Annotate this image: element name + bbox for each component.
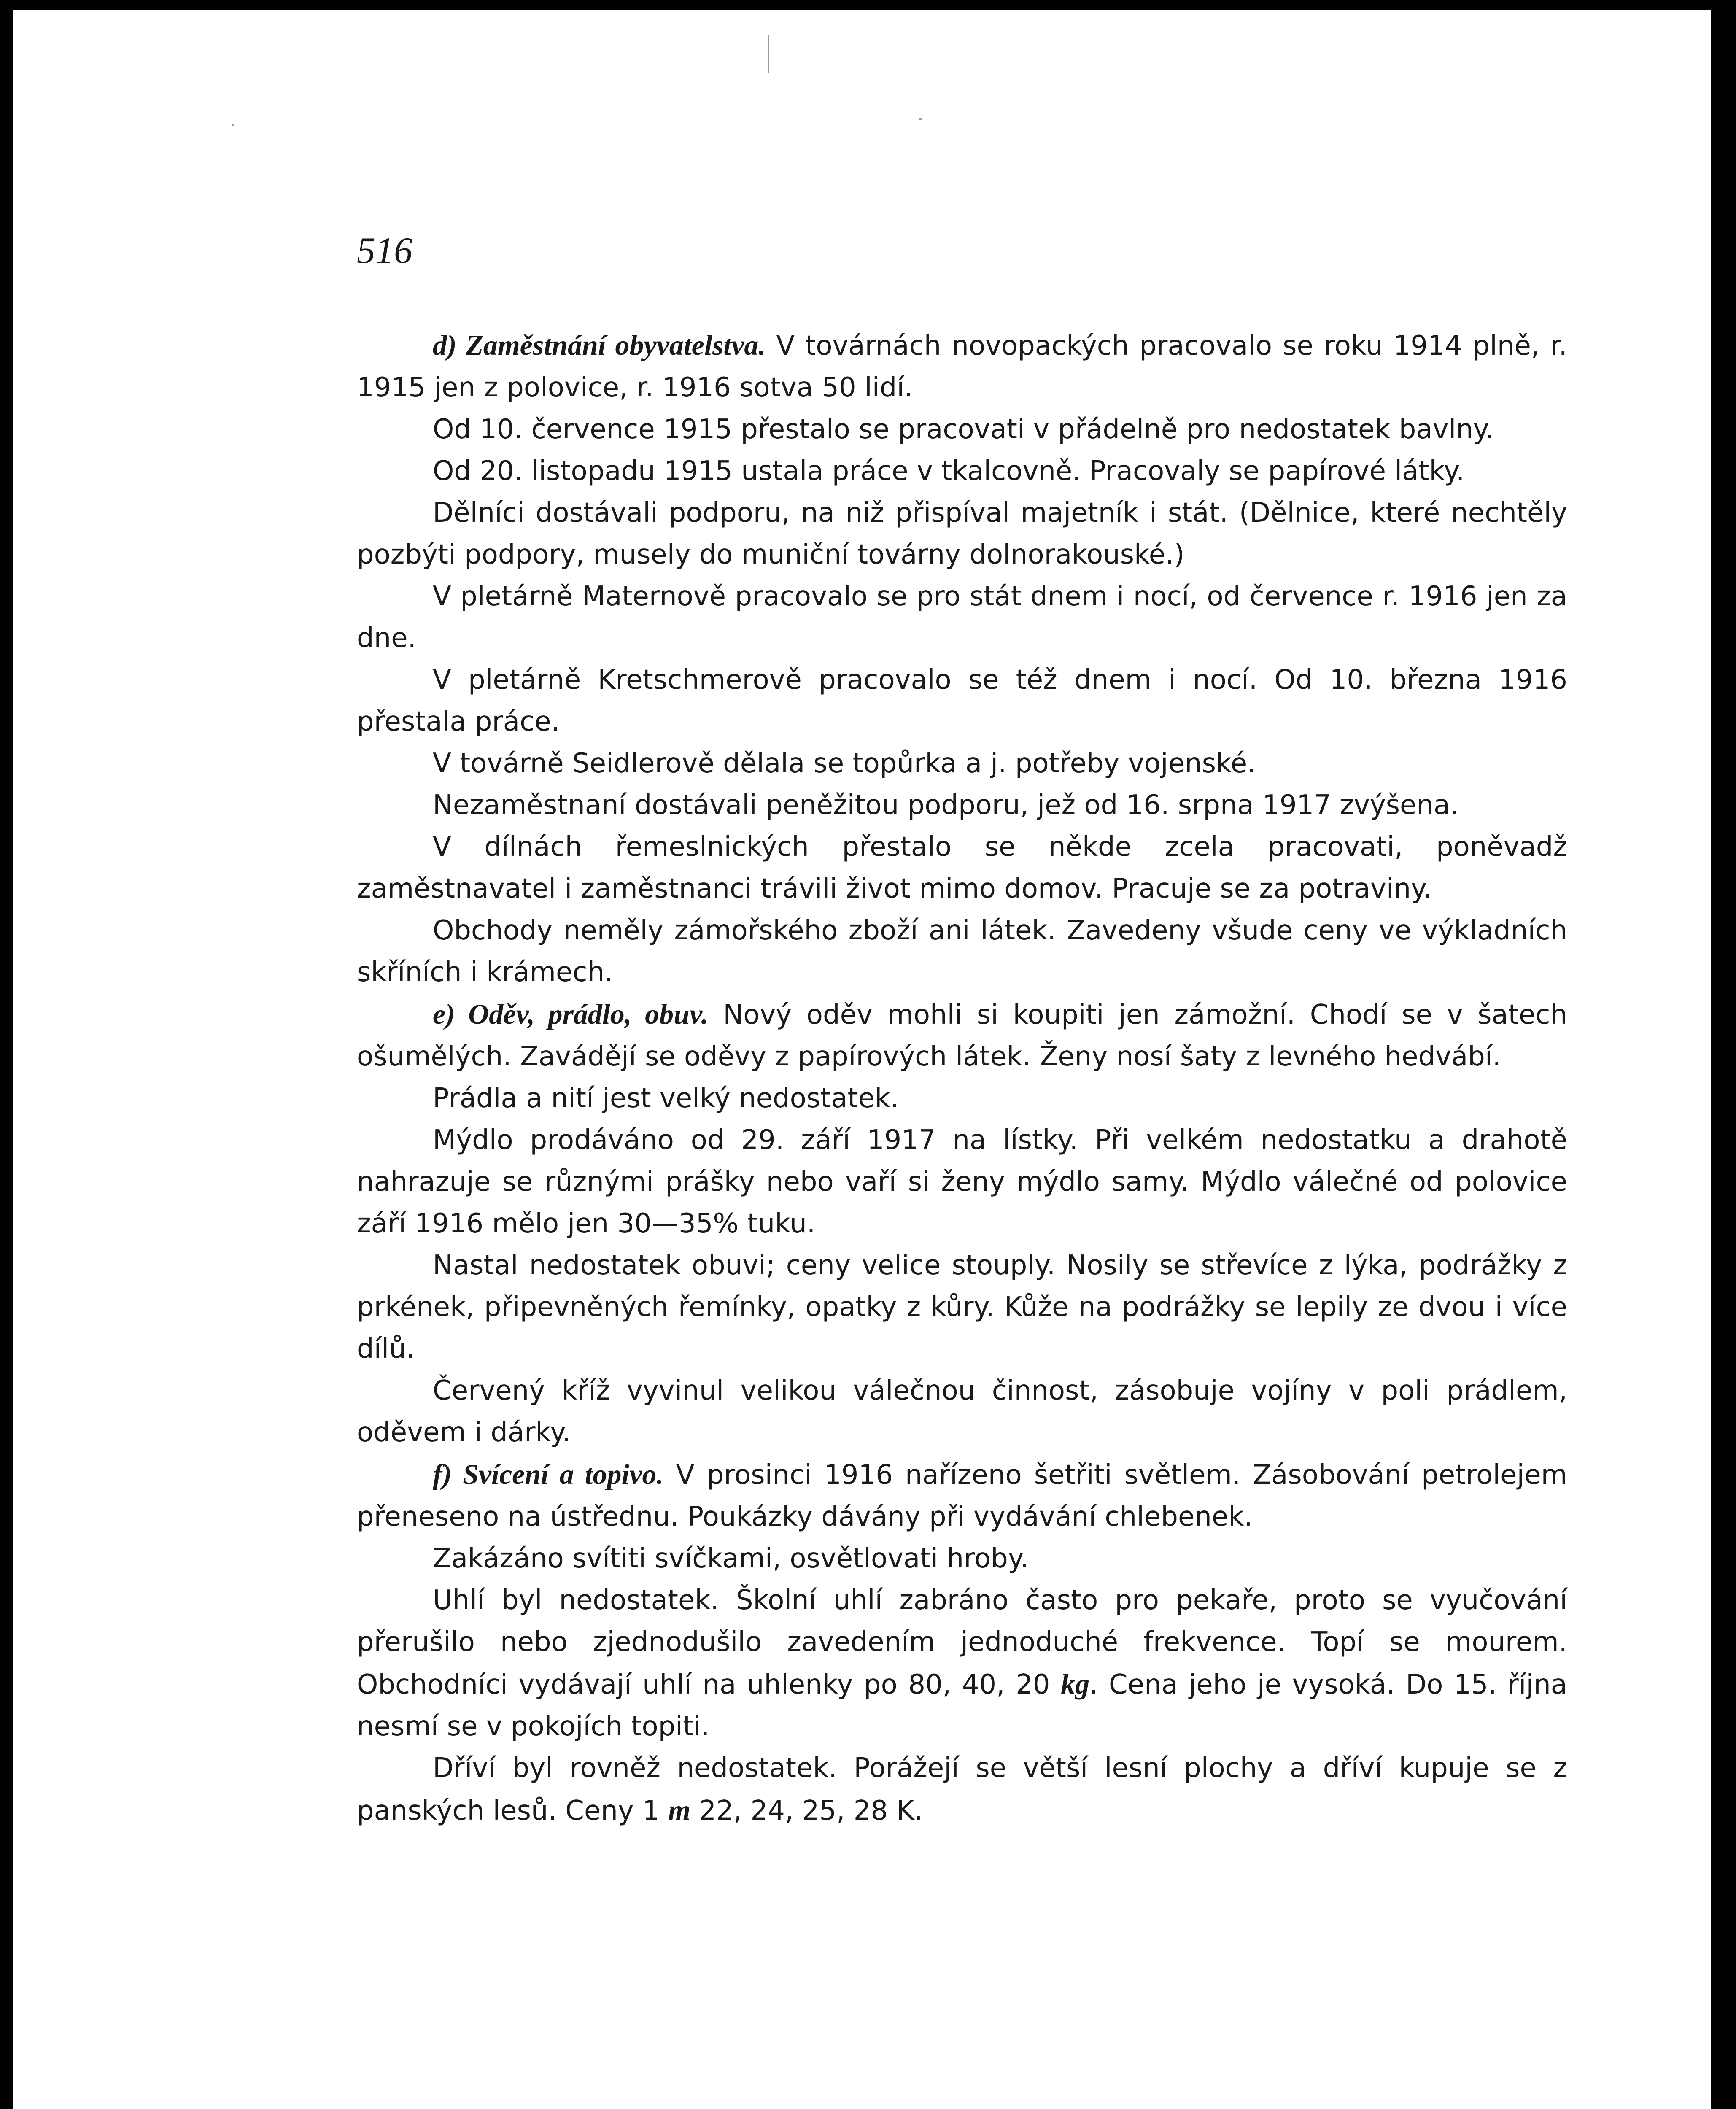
paragraph — [357, 910, 1567, 993]
paragraph — [357, 1370, 1567, 1454]
paragraph-text: Nový oděv mohli si koupiti jen zámožní. Chodí se v šatech ošumělých. Zavádějí se oděvy z papírových látek. Ženy nosí šaty z levného hedvábí. — [357, 999, 1568, 1072]
paragraph-text: 22, 24, 25, 28 K. — [690, 1795, 923, 1826]
paragraph — [357, 409, 1567, 450]
paragraph-text: V pletárně Maternově pracovalo se pro stát dnem i nocí, od července r. 1916 jen za dne. — [357, 581, 1567, 654]
paragraph-text: Dříví byl rovněž nedostatek. Porážejí se větší lesní plochy a dříví kupuje se z panských lesů. Ceny 1 — [357, 1753, 1567, 1826]
scan-artifact — [919, 118, 922, 120]
paragraph-text: Zakázáno svítiti svíčkami, osvětlovati hroby. — [433, 1543, 1029, 1574]
paragraph-text: V pletárně Kretschmerově pracovalo se též dnem i nocí. Od 10. března 1916 přestala práce. — [357, 664, 1567, 737]
paragraph — [357, 1245, 1567, 1370]
paragraph — [357, 1748, 1567, 1832]
paragraph — [357, 1119, 1567, 1245]
body-text — [357, 324, 1567, 1832]
paragraph-text: Nezaměstnaní dostávali peněžitou podporu, jež od 16. srpna 1917 zvýšena. — [433, 790, 1459, 821]
paragraph — [357, 324, 1567, 409]
paragraph-text: Obchody neměly zámořského zboží ani látek. Zavedeny všude ceny ve výkladních skříních i krámech. — [357, 915, 1567, 988]
paragraph-text: V továrnách novopackých pracovalo se roku 1914 plně, r. 1915 jen z polovice, r. 1916 sotva 50 lidí. — [357, 330, 1568, 403]
paragraph-text: Nastal nedostatek obuvi; ceny velice stouply. Nosily se střevíce z lýka, podrážky z prkének, připevněných řemínky, opatky z kůry. Kůže na podrážky se lepily ze dvou i více dílů. — [357, 1250, 1567, 1365]
paragraph — [357, 1454, 1567, 1538]
paragraph — [357, 826, 1567, 910]
unit-kg: kg — [1061, 1668, 1090, 1700]
paragraph-text: Od 20. listopadu 1915 ustala práce v tkalcovně. Pracovaly se papírové látky. — [433, 456, 1465, 487]
paragraph — [357, 1078, 1567, 1119]
paragraph-text: Červený kříž vyvinul velikou válečnou činnost, zásobuje vojíny v poli prádlem, oděvem i dárky. — [357, 1375, 1567, 1448]
paragraph — [357, 1538, 1567, 1580]
paragraph — [357, 785, 1567, 826]
scan-artifact — [768, 35, 769, 73]
book-page — [13, 10, 1711, 2109]
paragraph-text: Prádla a nití jest velký nedostatek. — [433, 1083, 899, 1114]
paragraph-text: . Cena jeho je vysoká. Do 15. října nesmí se v pokojích topiti. — [357, 1669, 1568, 1742]
paragraph-text: V továrně Seidlerově dělala se topůrka a j. potřeby vojenské. — [433, 748, 1256, 779]
paragraph-text: Dělníci dostávali podporu, na niž přispíval majetník i stát. (Dělnice, které nechtěly pozbýti podpory, musely do muniční továrny dolnorakouské.) — [357, 497, 1567, 570]
unit-m: m — [668, 1794, 691, 1826]
paragraph — [357, 993, 1567, 1078]
paragraph-text: Mýdlo prodáváno od 29. září 1917 na lístky. Při velkém nedostatku a drahotě nahrazuje se různými prášky nebo vaří si ženy mýdlo samy. Mýdlo válečné od polovice září 1916 mělo jen 30—35% tuku. — [357, 1125, 1567, 1239]
paragraph-text: V dílnách řemeslnických přestalo se někde zcela pracovati, poněvadž zaměstnavatel i zaměstnanci trávili život mimo domov. Pracuje se za potraviny. — [357, 831, 1567, 904]
paragraph — [357, 1580, 1567, 1748]
paragraph-text: Uhlí byl nedostatek. Školní uhlí zabráno často pro pekaře, proto se vyučování přerušilo nebo zjednodušilo zavedením jednoduché frekvence. Topí se mourem. Obchodníci vydávají uhlí na uhlenky po 80, 40, 20 — [357, 1585, 1567, 1700]
paragraph-text: Od 10. července 1915 přestalo se pracovati v přádelně pro nedostatek bavlny. — [433, 414, 1494, 445]
section-heading: d) Zaměstnání obyvatelstva. — [433, 329, 766, 361]
scan-artifact — [232, 124, 234, 126]
paragraph — [357, 743, 1567, 785]
section-heading: f) Svícení a topivo. — [433, 1458, 664, 1490]
paragraph — [357, 492, 1567, 576]
paragraph — [357, 450, 1567, 492]
paragraph — [357, 659, 1567, 743]
paragraph — [357, 576, 1567, 659]
paragraph-text: V prosinci 1916 nařízeno šetřiti světlem. Zásobování petrolejem přeneseno na ústřednu. Poukázky dávány při vydávání chlebenek. — [357, 1459, 1567, 1532]
section-heading: e) Oděv, prádlo, obuv. — [433, 998, 709, 1030]
page-number: 516 — [357, 230, 412, 271]
